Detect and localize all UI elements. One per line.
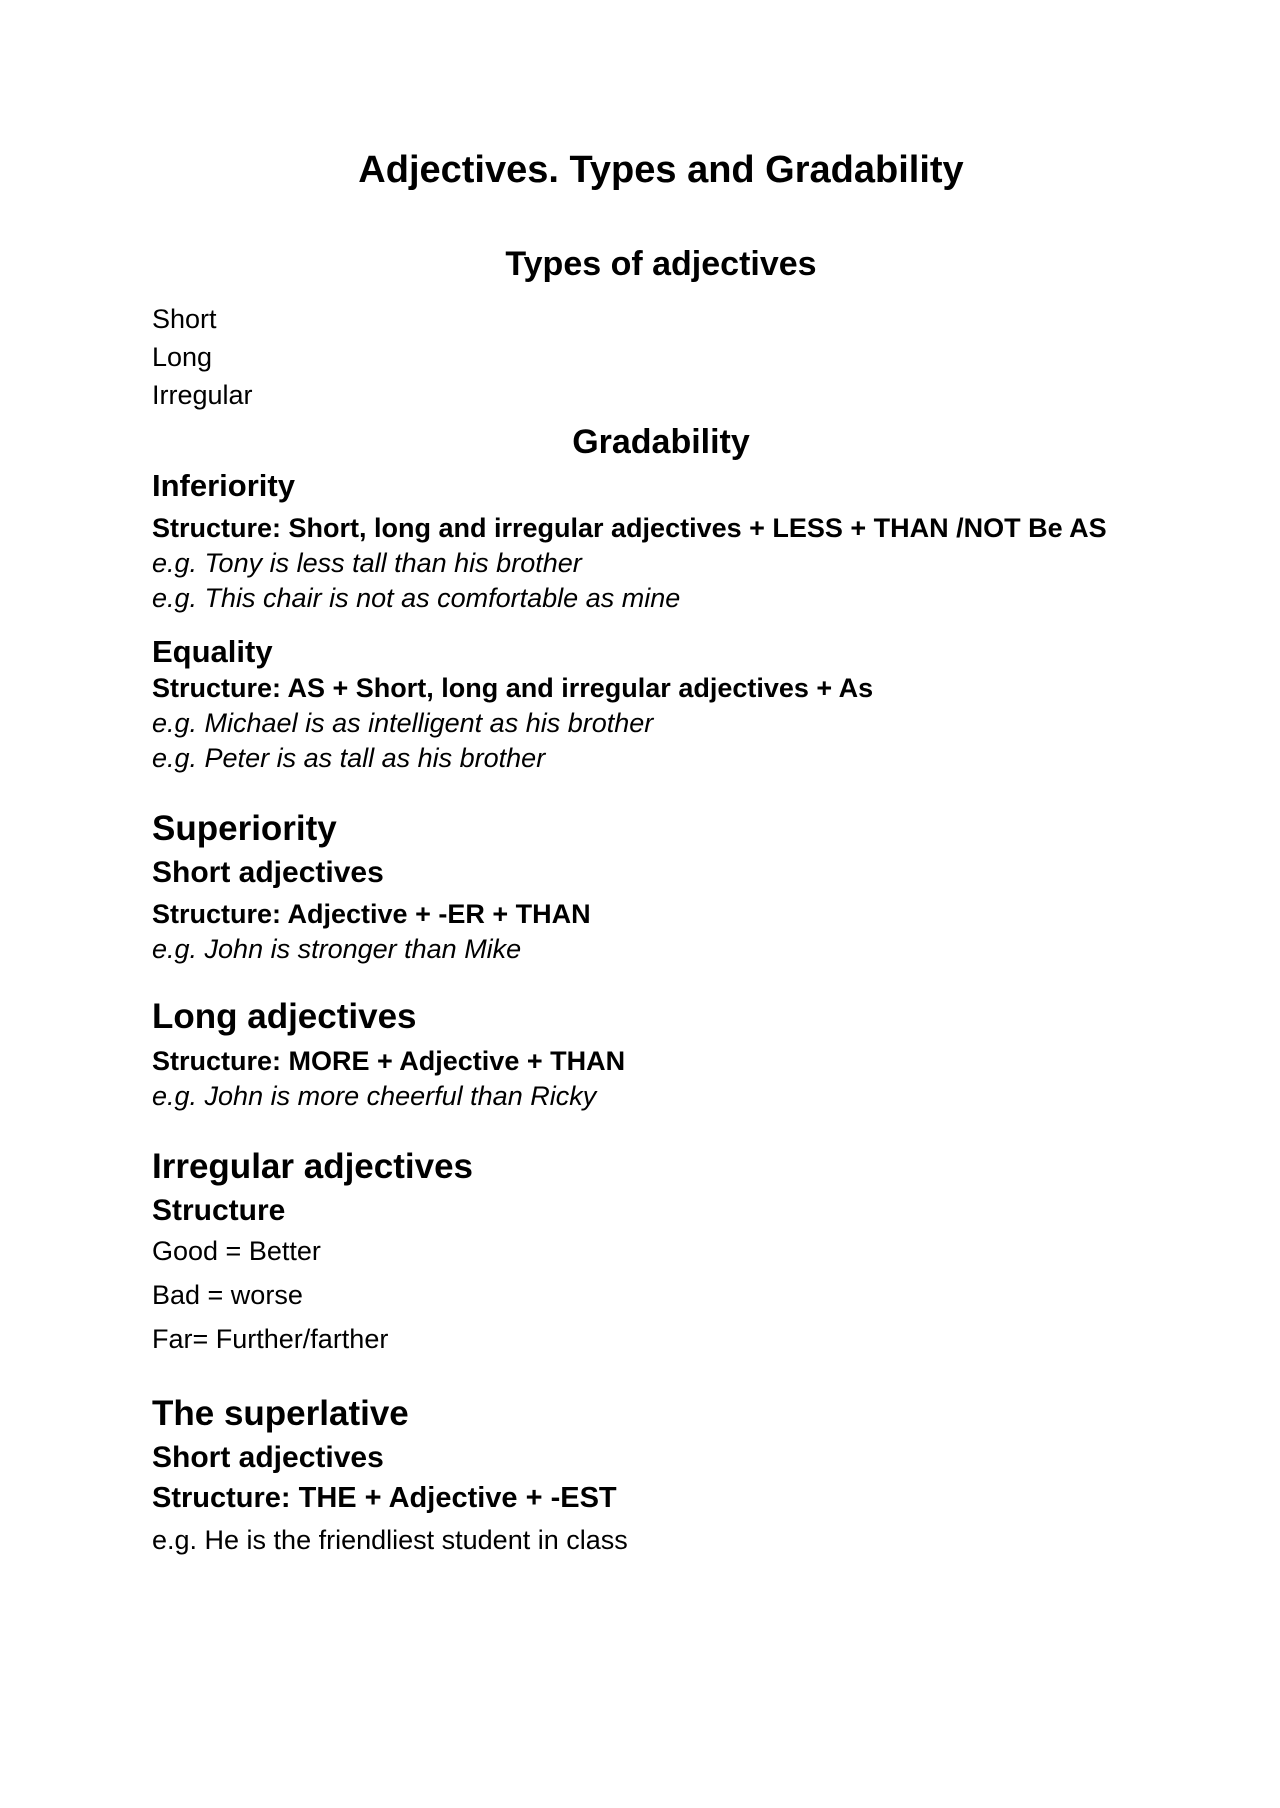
irregular-rules-list: [152, 1229, 1170, 1361]
section-heading-gradability: Gradability: [572, 423, 750, 462]
document-title: Adjectives. Types and Gradability: [358, 149, 964, 191]
adjective-type-item: Short: [152, 304, 217, 335]
example-line: e.g. He is the friendliest student in class: [152, 1525, 628, 1556]
example-line: e.g. John is more cheerful than Ricky: [152, 1081, 597, 1112]
irregular-rule-item: Good = Better: [152, 1236, 321, 1267]
subsection-heading-superiority: Superiority: [152, 809, 337, 849]
subsection-heading-equality: Equality: [152, 634, 273, 670]
irregular-rule-item: Bad = worse: [152, 1280, 303, 1311]
subsection-heading-short-adjectives: Short adjectives: [152, 856, 384, 890]
subsection-heading-short-adjectives: Short adjectives: [152, 1441, 384, 1475]
example-line: e.g. Tony is less tall than his brother: [152, 548, 582, 579]
structure-line: Structure: AS + Short, long and irregular adjectives + As: [152, 673, 874, 704]
subsection-heading-structure: Structure: [152, 1194, 286, 1228]
structure-line: Structure: Short, long and irregular adjectives + LESS + THAN /NOT Be AS: [152, 513, 1107, 544]
structure-line: Structure: Adjective + -ER + THAN: [152, 899, 591, 930]
subsection-heading-long-adjectives: Long adjectives: [152, 997, 417, 1037]
example-line: e.g. This chair is not as comfortable as mine: [152, 583, 681, 614]
structure-line: Structure: THE + Adjective + -EST: [152, 1482, 617, 1515]
subsection-heading-irregular-adjectives: Irregular adjectives: [152, 1147, 473, 1187]
section-heading-types-of-adjectives: Types of adjectives: [505, 244, 817, 283]
adjective-type-item: Irregular: [152, 380, 253, 411]
example-line: e.g. John is stronger than Mike: [152, 934, 522, 965]
example-line: e.g. Michael is as intelligent as his brother: [152, 708, 654, 739]
structure-line: Structure: MORE + Adjective + THAN: [152, 1046, 626, 1077]
irregular-rule-item: Far= Further/farther: [152, 1324, 389, 1355]
subsection-heading-the-superlative: The superlative: [152, 1394, 409, 1434]
adjective-types-list: [152, 300, 1170, 414]
example-line: e.g. Peter is as tall as his brother: [152, 743, 546, 774]
subsection-heading-inferiority: Inferiority: [152, 468, 295, 504]
adjective-type-item: Long: [152, 342, 213, 373]
